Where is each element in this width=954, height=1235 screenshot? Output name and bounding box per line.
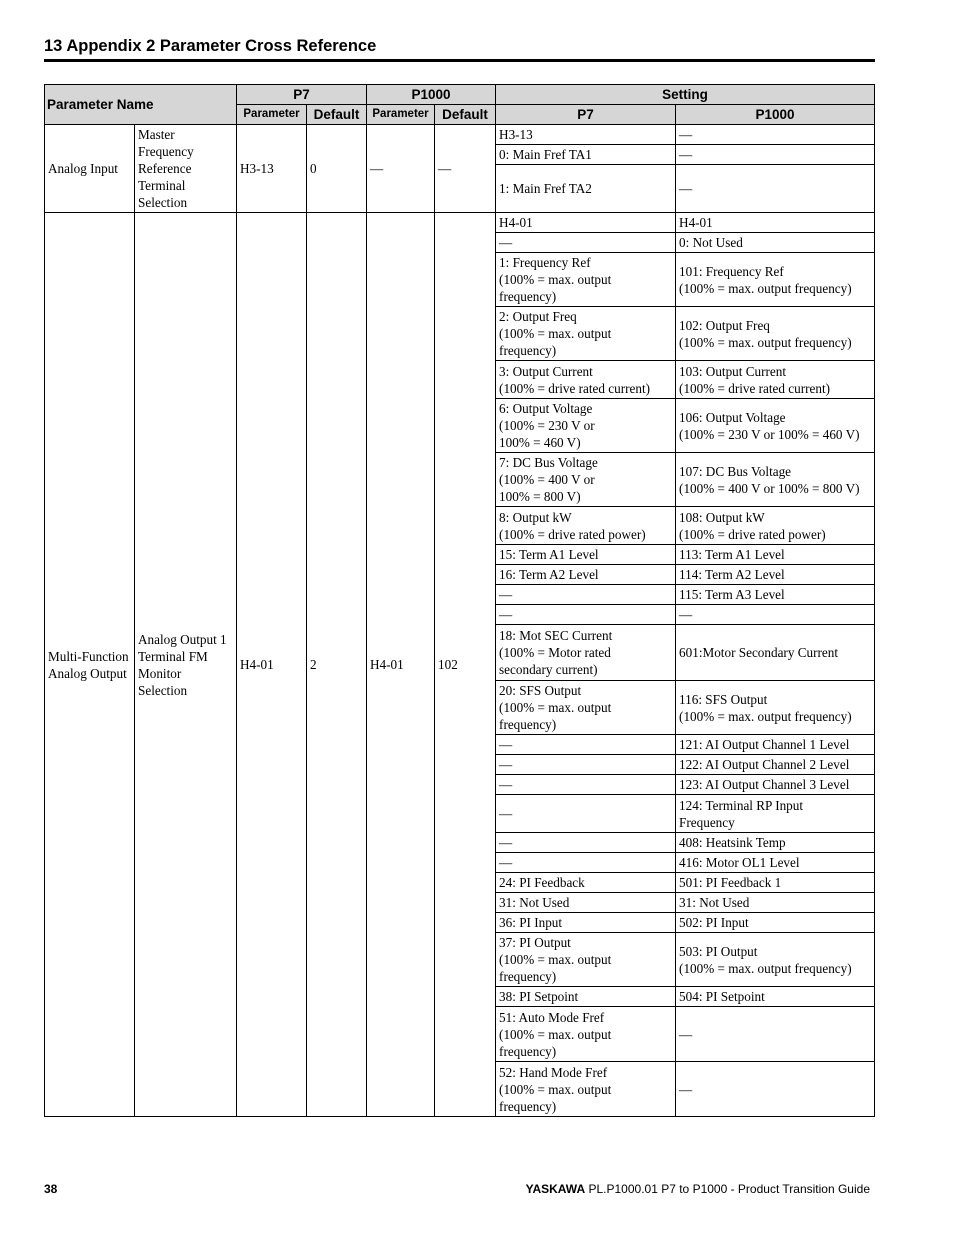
- header-p1000-default: Default: [435, 105, 496, 125]
- setting-p1000-cell: —: [676, 165, 875, 213]
- setting-p7-cell: 37: PI Output (100% = max. output frequency): [496, 933, 676, 987]
- setting-p7-cell: H3-13: [496, 125, 676, 145]
- p7-parameter-code: H3-13: [237, 125, 307, 213]
- setting-p7-cell: 2: Output Freq (100% = max. output frequency): [496, 307, 676, 361]
- header-parameter-name: Parameter Name: [45, 85, 237, 125]
- header-p7-default: Default: [307, 105, 367, 125]
- setting-p1000-cell: 123: AI Output Channel 3 Level: [676, 775, 875, 795]
- p7-default-value: 2: [307, 213, 367, 1117]
- p7-default-value: 0: [307, 125, 367, 213]
- section-title: 13 Appendix 2 Parameter Cross Reference: [44, 37, 377, 55]
- setting-p1000-cell: 501: PI Feedback 1: [676, 873, 875, 893]
- setting-p1000-cell: —: [676, 1007, 875, 1062]
- setting-p7-cell: —: [496, 755, 676, 775]
- setting-p7-cell: 51: Auto Mode Fref (100% = max. output frequency): [496, 1007, 676, 1062]
- setting-p1000-cell: 116: SFS Output (100% = max. output frequency): [676, 681, 875, 735]
- setting-p1000-cell: —: [676, 1062, 875, 1117]
- table-row: [45, 125, 875, 145]
- setting-p7-cell: 7: DC Bus Voltage (100% = 400 V or 100% = 800 V): [496, 453, 676, 507]
- setting-p1000-cell: 504: PI Setpoint: [676, 987, 875, 1007]
- parameter-cross-reference-table: [44, 84, 875, 1117]
- setting-p1000-cell: 601:Motor Secondary Current: [676, 625, 875, 681]
- setting-p1000-cell: 408: Heatsink Temp: [676, 833, 875, 853]
- p1000-parameter-code: H4-01: [367, 213, 435, 1117]
- setting-p7-cell: H4-01: [496, 213, 676, 233]
- parameter-group-name: Analog Input: [45, 125, 135, 213]
- setting-p7-cell: 31: Not Used: [496, 893, 676, 913]
- p1000-parameter-code: —: [367, 125, 435, 213]
- setting-p1000-cell: 31: Not Used: [676, 893, 875, 913]
- header-setting: Setting: [496, 85, 875, 105]
- header-setting-p1000: P1000: [676, 105, 875, 125]
- setting-p1000-cell: 113: Term A1 Level: [676, 545, 875, 565]
- setting-p7-cell: 1: Frequency Ref (100% = max. output frequency): [496, 253, 676, 307]
- header-p7: P7: [237, 85, 367, 105]
- setting-p1000-cell: H4-01: [676, 213, 875, 233]
- table-body: [45, 125, 875, 1117]
- setting-p7-cell: 20: SFS Output (100% = max. output frequency): [496, 681, 676, 735]
- p1000-default-value: 102: [435, 213, 496, 1117]
- setting-p1000-cell: 503: PI Output (100% = max. output frequency): [676, 933, 875, 987]
- setting-p7-cell: 1: Main Fref TA2: [496, 165, 676, 213]
- title-rule: [44, 59, 875, 62]
- table-row: [45, 213, 875, 233]
- header-p1000-parameter: Parameter: [367, 105, 435, 125]
- setting-p1000-cell: 0: Not Used: [676, 233, 875, 253]
- setting-p7-cell: —: [496, 585, 676, 605]
- setting-p7-cell: 24: PI Feedback: [496, 873, 676, 893]
- setting-p1000-cell: 114: Term A2 Level: [676, 565, 875, 585]
- setting-p7-cell: —: [496, 775, 676, 795]
- p7-parameter-code: H4-01: [237, 213, 307, 1117]
- setting-p7-cell: —: [496, 605, 676, 625]
- setting-p7-cell: 6: Output Voltage (100% = 230 V or 100% = 460 V): [496, 399, 676, 453]
- setting-p1000-cell: —: [676, 605, 875, 625]
- setting-p7-cell: 36: PI Input: [496, 913, 676, 933]
- setting-p7-cell: 52: Hand Mode Fref (100% = max. output frequency): [496, 1062, 676, 1117]
- parameter-description: Analog Output 1 Terminal FM Monitor Selection: [135, 213, 237, 1117]
- setting-p7-cell: —: [496, 833, 676, 853]
- setting-p1000-cell: 122: AI Output Channel 2 Level: [676, 755, 875, 775]
- brand-name: YASKAWA: [525, 1182, 586, 1196]
- header-setting-p7: P7: [496, 105, 676, 125]
- setting-p1000-cell: 103: Output Current (100% = drive rated current): [676, 361, 875, 399]
- setting-p7-cell: 16: Term A2 Level: [496, 565, 676, 585]
- setting-p7-cell: 38: PI Setpoint: [496, 987, 676, 1007]
- setting-p7-cell: 8: Output kW (100% = drive rated power): [496, 507, 676, 545]
- setting-p1000-cell: 124: Terminal RP Input Frequency: [676, 795, 875, 833]
- setting-p7-cell: 18: Mot SEC Current (100% = Motor rated secondary current): [496, 625, 676, 681]
- setting-p7-cell: 3: Output Current (100% = drive rated current): [496, 361, 676, 399]
- setting-p1000-cell: 115: Term A3 Level: [676, 585, 875, 605]
- footer-guide-title: [526, 1182, 870, 1196]
- setting-p7-cell: 15: Term A1 Level: [496, 545, 676, 565]
- page-number: 38: [44, 1182, 58, 1196]
- setting-p1000-cell: 102: Output Freq (100% = max. output frequency): [676, 307, 875, 361]
- setting-p7-cell: —: [496, 853, 676, 873]
- header-p1000: P1000: [367, 85, 496, 105]
- setting-p7-cell: —: [496, 233, 676, 253]
- setting-p1000-cell: 416: Motor OL1 Level: [676, 853, 875, 873]
- setting-p1000-cell: —: [676, 125, 875, 145]
- setting-p1000-cell: 108: Output kW (100% = drive rated power): [676, 507, 875, 545]
- setting-p1000-cell: 107: DC Bus Voltage (100% = 400 V or 100% = 800 V): [676, 453, 875, 507]
- guide-title: PL.P1000.01 P7 to P1000 - Product Transition Guide: [588, 1182, 870, 1196]
- header-p7-parameter: Parameter: [237, 105, 307, 125]
- setting-p1000-cell: —: [676, 145, 875, 165]
- p1000-default-value: —: [435, 125, 496, 213]
- parameter-description: Master Frequency Reference Terminal Selection: [135, 125, 237, 213]
- setting-p1000-cell: 106: Output Voltage (100% = 230 V or 100% = 460 V): [676, 399, 875, 453]
- setting-p1000-cell: 101: Frequency Ref (100% = max. output frequency): [676, 253, 875, 307]
- parameter-group-name: Multi-Function Analog Output: [45, 213, 135, 1117]
- setting-p1000-cell: 121: AI Output Channel 1 Level: [676, 735, 875, 755]
- setting-p1000-cell: 502: PI Input: [676, 913, 875, 933]
- setting-p7-cell: —: [496, 735, 676, 755]
- setting-p7-cell: 0: Main Fref TA1: [496, 145, 676, 165]
- setting-p7-cell: —: [496, 795, 676, 833]
